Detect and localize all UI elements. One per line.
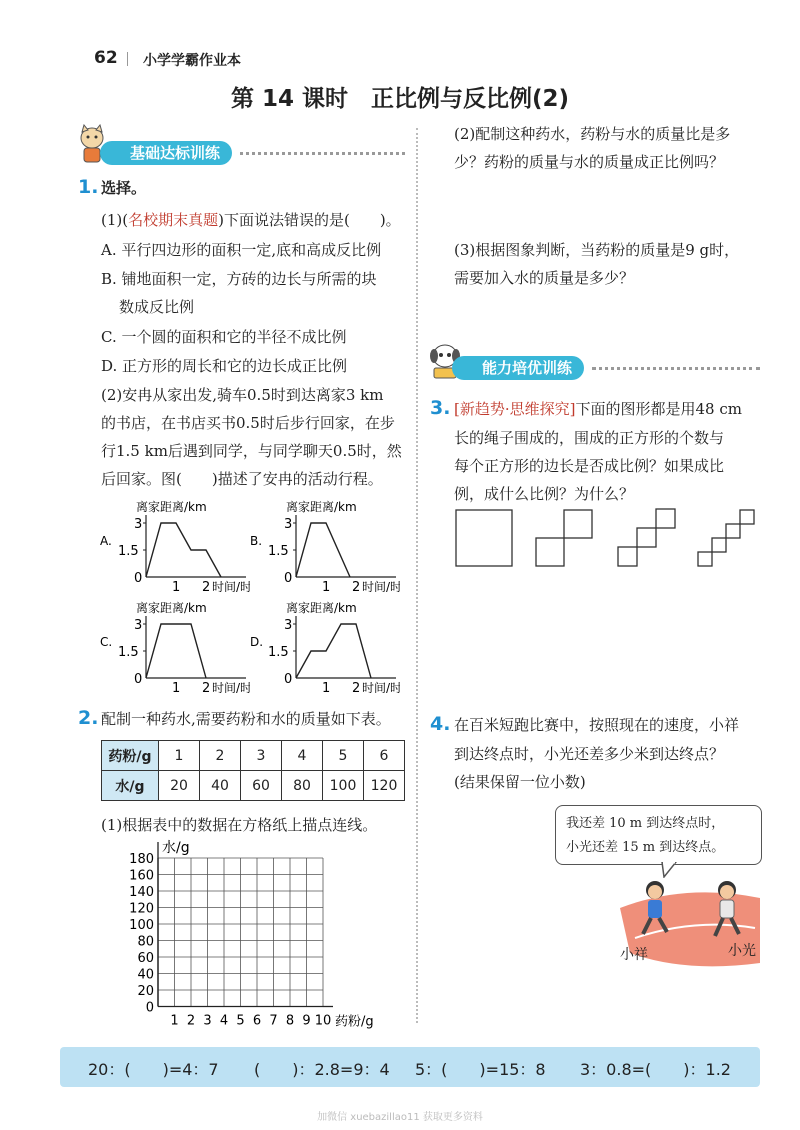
graph-x-tick-label: 2 [352, 681, 361, 693]
grid-x-tick-label: 7 [269, 1013, 278, 1029]
question-number: 1. [78, 176, 99, 198]
ratio-equation-4: 3：0.8=( )：1.2 [580, 1060, 731, 1079]
bubble-line1: 我还差 10 m 到达终点时， [566, 816, 725, 831]
watermark: 加微信 xuebazillao11 获取更多资料 [317, 1112, 483, 1123]
q1-part1-suffix: )下面说法错误的是( )。 [218, 211, 401, 229]
q4-line1: 在百米短跑比赛中，按照现在的速度，小祥 [454, 716, 740, 734]
q2-part1: (1)根据表中的数据在方格纸上描点连线。 [101, 816, 378, 834]
q2-text: 配制一种药水,需要药粉和水的质量如下表。 [101, 710, 391, 728]
graph-trip-line [146, 523, 221, 577]
table-cell: 4 [282, 741, 323, 771]
runner-name-xiaoxiang: 小祥 [620, 947, 648, 963]
grid-y-tick-label: 160 [129, 868, 154, 884]
graph-y-tick-label: 1.5 [118, 645, 139, 660]
grid-x-tick-label: 2 [186, 1013, 196, 1029]
grid-x-tick-label: 1 [170, 1013, 179, 1029]
q2-part3-line1: (3)根据图象判断，当药粉的质量是9 g时， [454, 241, 740, 259]
graph-trip-line [146, 624, 206, 678]
q2-part2-line1: (2)配制这种药水，药粉与水的质量比是多 [454, 125, 731, 143]
option-b-line1: B. 铺地面积一定，方砖的边长与所需的块 [101, 270, 377, 288]
graph-x-label: 时间/时 [212, 580, 250, 592]
running-track-illustration [615, 878, 765, 982]
grid-x-tick-label: 9 [302, 1013, 311, 1029]
grid-y-tick-label: 180 [129, 852, 154, 867]
figure-three-squares [618, 509, 675, 566]
grid-y-tick-label: 120 [129, 901, 154, 917]
book-title: 小学学霸作业本 [143, 53, 241, 69]
graph-y-tick-label: 3 [284, 517, 293, 532]
graph-option-label: B. [250, 534, 263, 548]
graph-trip-line [296, 523, 350, 577]
graph-x-label: 时间/时 [212, 681, 250, 693]
graph-x-tick-label: 2 [202, 681, 211, 693]
question-number: 2. [78, 707, 99, 729]
data-table [101, 740, 405, 801]
graph-option-label: C. [100, 635, 113, 649]
table-row [102, 771, 405, 801]
q1-part2-line2: 的书店，在书店买书0.5时后步行回家，在步 [101, 414, 395, 432]
graph-y-tick-label: 3 [134, 517, 143, 532]
option-c: C. 一个圆的面积和它的半径不成比例 [101, 328, 347, 346]
table-cell: 80 [282, 771, 323, 801]
lesson-title: 第 14 课时 正比例与反比例(2) [230, 86, 570, 112]
grid-x-tick-label: 10 [314, 1013, 332, 1029]
banner-dotted-line [592, 367, 760, 370]
q1-part2-line3: 行1.5 km后遇到同学，与同学聊天0.5时，然 [101, 442, 402, 460]
grid-y-tick-label: 100 [129, 918, 154, 933]
graph-trip-line [296, 624, 371, 678]
table-cell: 120 [364, 771, 405, 801]
table-cell: 100 [323, 771, 364, 801]
table-cell: 1 [159, 741, 200, 771]
q1-graph-b [250, 497, 400, 596]
table-cell: 6 [364, 741, 405, 771]
footer-exercise-bar [60, 1047, 760, 1087]
page-number: 62 [94, 48, 118, 68]
q1-part2-line1: (2)安冉从家出发,骑车0.5时到达离家3 km [101, 386, 384, 404]
ratio-equation-1: 20：( )=4：7 [88, 1060, 219, 1079]
option-a: A. 平行四边形的面积一定,底和高成反比例 [101, 241, 382, 259]
q2-grid-paper[interactable] [118, 838, 398, 1037]
q4-line2: 到达终点时，小光还差多少米到达终点？ [454, 745, 725, 763]
ratio-equation-2: ( )：2.8=9：4 [254, 1060, 390, 1079]
grid-x-label: 药粉/g [335, 1014, 374, 1030]
question-number: 4. [430, 713, 451, 735]
graph-x-tick-label: 2 [202, 580, 211, 592]
table-cell: 3 [241, 741, 282, 771]
q1-graph-a [100, 497, 250, 596]
grid-y-tick-label: 20 [137, 984, 154, 999]
graph-y-tick-label: 0 [284, 672, 293, 687]
graph-option-label: D. [250, 635, 264, 649]
graph-x-tick-label: 1 [172, 681, 181, 693]
q3-line3: 每个正方形的边长是否成比例？如果成比 [454, 457, 725, 475]
square-figures [452, 508, 762, 574]
question-title: 选择。 [101, 179, 147, 197]
graph-y-label: 离家距离/km [136, 601, 207, 615]
graph-x-label: 时间/时 [362, 681, 400, 693]
source-tag: 名校期末真题 [128, 211, 219, 229]
table-row [102, 741, 405, 771]
table-cell: 20 [159, 771, 200, 801]
table-header: 水/g [102, 771, 159, 801]
graph-y-tick-label: 0 [134, 571, 143, 586]
grid-x-tick-label: 5 [236, 1013, 245, 1029]
runner-name-xiaoguang: 小光 [728, 943, 756, 959]
grid-x-tick-label: 3 [203, 1013, 212, 1029]
graph-y-tick-label: 3 [284, 618, 293, 633]
grid-y-tick-label: 40 [137, 967, 154, 983]
question-number: 3. [430, 397, 451, 419]
q2-part2-line2: 少？药粉的质量与水的质量成正比例吗？ [454, 153, 725, 171]
figure-two-squares [536, 510, 592, 566]
q1-graph-d [250, 598, 400, 697]
q1-part1 [101, 206, 401, 234]
graph-x-label: 时间/时 [362, 580, 400, 592]
grid-y-tick-label: 60 [137, 951, 154, 966]
grid-x-tick-label: 4 [219, 1013, 229, 1029]
graph-y-label: 离家距离/km [286, 500, 357, 514]
graph-option-label: A. [100, 534, 112, 548]
q3-line1-text: 下面的图形都是用48 cm [575, 400, 742, 418]
figure-four-squares [698, 510, 754, 566]
trend-tag: [新趋势·思维探究] [454, 400, 576, 418]
graph-x-tick-label: 2 [352, 580, 361, 592]
graph-x-tick-label: 1 [172, 580, 181, 592]
graph-y-tick-label: 3 [134, 618, 143, 633]
column-divider [416, 128, 418, 1023]
grid-y-label: 水/g [162, 840, 190, 856]
header-divider [127, 52, 128, 66]
q3-line1 [454, 395, 742, 423]
option-b-line2: 数成反比例 [119, 298, 195, 316]
graph-y-label: 离家距离/km [286, 601, 357, 615]
figure-one-square [456, 510, 512, 566]
grid-y-tick-label: 0 [145, 1000, 154, 1016]
grid-y-tick-label: 140 [129, 885, 154, 900]
table-cell: 60 [241, 771, 282, 801]
section-banner-basic: 基础达标训练 [100, 141, 232, 165]
graph-y-tick-label: 1.5 [268, 544, 289, 559]
speech-bubble [555, 805, 762, 865]
graph-y-tick-label: 0 [284, 571, 293, 586]
table-cell: 2 [200, 741, 241, 771]
q4-line3: (结果保留一位小数) [454, 773, 586, 791]
graph-x-tick-label: 1 [322, 681, 331, 693]
option-d: D. 正方形的周长和它的边长成正比例 [101, 357, 348, 375]
graph-y-tick-label: 1.5 [268, 645, 289, 660]
q2-part3-line2: 需要加入水的质量是多少？ [454, 269, 635, 287]
ratio-equation-3: 5：( )=15：8 [415, 1060, 546, 1079]
graph-x-tick-label: 1 [322, 580, 331, 592]
q3-line4: 例，成什么比例？为什么？ [454, 485, 635, 503]
section-banner-advanced: 能力培优训练 [452, 356, 584, 380]
graph-y-tick-label: 0 [134, 672, 143, 687]
grid-x-tick-label: 6 [252, 1013, 262, 1029]
q3-line2: 长的绳子围成的，围成的正方形的个数与 [454, 429, 725, 447]
q1-part1-prefix: (1)( [101, 211, 129, 229]
bubble-line2: 小光还差 15 m 到达终点。 [566, 840, 725, 855]
q1-graph-c [100, 598, 250, 697]
table-cell: 5 [323, 741, 364, 771]
table-header: 药粉/g [102, 741, 159, 771]
graph-y-tick-label: 1.5 [118, 544, 139, 559]
graph-y-label: 离家距离/km [136, 500, 207, 514]
grid-y-tick-label: 80 [137, 934, 154, 950]
q1-part2-line4: 后回家。图( )描述了安冉的活动行程。 [101, 470, 383, 488]
table-cell: 40 [200, 771, 241, 801]
banner-dotted-line [240, 152, 405, 155]
grid-x-tick-label: 8 [285, 1013, 295, 1029]
